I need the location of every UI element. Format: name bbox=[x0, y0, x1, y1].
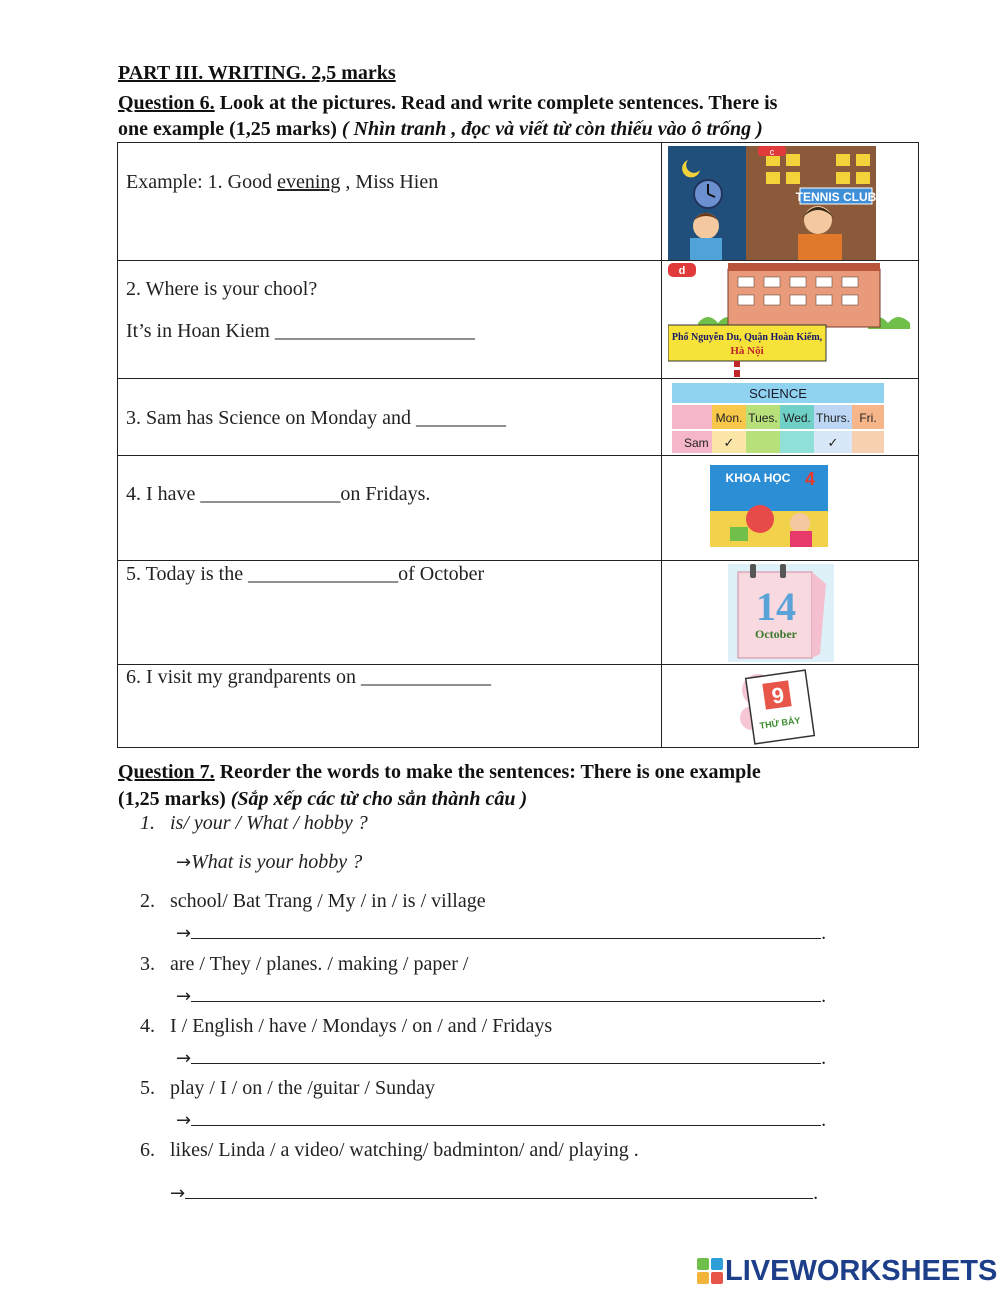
q7-label: Question 7. bbox=[118, 761, 215, 783]
q6-example-suffix: , Miss Hien bbox=[340, 171, 439, 193]
q7-item-6-words bbox=[140, 1139, 639, 1162]
q7-vn-note: (Sắp xếp các từ cho sẳn thành câu ) bbox=[225, 788, 528, 810]
q6-row-5-picture-cell bbox=[662, 561, 919, 665]
q7-item-6-answer-line[interactable] bbox=[170, 1180, 818, 1205]
table-row bbox=[118, 143, 919, 261]
school-address-picture bbox=[668, 263, 914, 377]
answer-blank[interactable] bbox=[185, 1180, 813, 1199]
day-fri: Fri. bbox=[859, 411, 877, 425]
q6-row-1-sentence bbox=[126, 171, 438, 194]
q6-example-answer: evening bbox=[277, 171, 341, 193]
q6-row-1-text-cell bbox=[118, 143, 662, 261]
q7-item-4-answer-line[interactable] bbox=[176, 1045, 826, 1070]
q6-row-5-sentence: 5. Today is the _______________of October bbox=[126, 563, 485, 585]
q7-example-words bbox=[140, 812, 368, 835]
arrow-icon: → bbox=[176, 1110, 192, 1131]
q7-item-3-words bbox=[140, 953, 468, 976]
q7-item-2-answer-line[interactable] bbox=[176, 920, 826, 945]
period-mark: . bbox=[821, 1047, 827, 1069]
table-row bbox=[118, 261, 919, 379]
q7-example-answer-text: What is your hobby ? bbox=[191, 851, 363, 873]
tennis-club-sign: TENNIS CLUB bbox=[795, 190, 877, 204]
q7-item-5-words bbox=[140, 1077, 435, 1100]
logo-mark-icon bbox=[697, 1258, 723, 1284]
arrow-icon: → bbox=[176, 852, 192, 873]
q6-label: Question 6. bbox=[118, 92, 215, 114]
book-number: 4 bbox=[805, 469, 816, 489]
day-mon: Mon. bbox=[715, 411, 743, 425]
arrow-icon: → bbox=[176, 986, 192, 1007]
q7-item-3-number: 3. bbox=[140, 953, 155, 975]
arrow-icon: → bbox=[176, 1048, 192, 1069]
arrow-icon: → bbox=[170, 1183, 186, 1204]
day-tues: Tues. bbox=[748, 411, 779, 425]
science-book-picture bbox=[710, 465, 828, 547]
answer-blank[interactable] bbox=[191, 983, 821, 1002]
q6-row-3-sentence: 3. Sam has Science on Monday and _________ bbox=[126, 407, 506, 429]
q7-item-3-answer-line[interactable] bbox=[176, 983, 826, 1008]
arrow-icon: → bbox=[176, 923, 192, 944]
calendar-month: October bbox=[755, 627, 798, 641]
q7-instruction-2: (1,25 marks) bbox=[118, 788, 226, 810]
q7-example-number: 1. bbox=[140, 812, 155, 834]
day-wed: Wed. bbox=[783, 411, 812, 425]
tick-mon: ✓ bbox=[723, 436, 735, 451]
answer-blank[interactable] bbox=[191, 1107, 821, 1126]
q7-example-answer bbox=[176, 851, 362, 874]
q6-row-3-text-cell bbox=[118, 379, 662, 456]
q7-item-4-word-list: I / English / have / Mondays / on / and / Fridays bbox=[170, 1015, 553, 1037]
q6-row-1-picture-cell bbox=[662, 143, 919, 261]
table-row bbox=[118, 665, 919, 748]
q7-item-2-number: 2. bbox=[140, 890, 155, 912]
calendar-day: 14 bbox=[756, 584, 797, 629]
day-thurs: Thurs. bbox=[816, 411, 851, 425]
calendar-picture bbox=[728, 564, 834, 662]
q7-item-4-number: 4. bbox=[140, 1015, 155, 1037]
q6-instruction: Look at the pictures. Read and write complete sentences. There is bbox=[214, 92, 778, 114]
q6-row-4-text-cell bbox=[118, 456, 662, 561]
picture-letter-d: d bbox=[678, 265, 686, 277]
table-row bbox=[118, 561, 919, 665]
q6-row-3-picture-cell bbox=[662, 379, 919, 456]
q6-row-2-question: 2. Where is your chool? bbox=[126, 278, 318, 300]
q6-row-6-sentence: 6. I visit my grandparents on _____________ bbox=[126, 666, 491, 688]
part-title: PART III. WRITING. 2,5 marks bbox=[118, 62, 396, 84]
brand-name: LIVEWORKSHEETS bbox=[725, 1254, 998, 1287]
q6-row-6-text-cell bbox=[118, 665, 662, 748]
q7-example-word-list: is/ your / What / hobby ? bbox=[170, 812, 368, 834]
book-title: KHOA HỌC bbox=[725, 471, 791, 485]
q7-item-5-word-list: play / I / on / the /guitar / Sunday bbox=[170, 1077, 435, 1099]
q7-item-5-number: 5. bbox=[140, 1077, 155, 1099]
q6-example-prefix: Example: 1. Good bbox=[126, 171, 278, 193]
q6-row-2-picture-cell bbox=[662, 261, 919, 379]
q7-item-4-words bbox=[140, 1015, 552, 1038]
card-day: 9 bbox=[770, 682, 787, 709]
q6-row-6-picture-cell bbox=[662, 665, 919, 748]
q7-heading-line2 bbox=[118, 786, 527, 812]
answer-blank[interactable] bbox=[191, 920, 821, 939]
q7-item-2-word-list: school/ Bat Trang / My / in / is / village bbox=[170, 890, 486, 912]
answer-blank[interactable] bbox=[191, 1045, 821, 1064]
period-mark: . bbox=[821, 985, 827, 1007]
science-timetable-picture bbox=[672, 381, 886, 453]
table-row bbox=[118, 456, 919, 561]
q7-item-2-words bbox=[140, 890, 486, 913]
q7-item-5-answer-line[interactable] bbox=[176, 1107, 826, 1132]
q6-row-5-text-cell bbox=[118, 561, 662, 665]
science-title: SCIENCE bbox=[749, 386, 808, 401]
q6-vn-note: ( Nhìn tranh , đọc và viết từ còn thiếu vào ô trống ) bbox=[336, 118, 763, 140]
q7-item-3-word-list: are / They / planes. / making / paper / bbox=[170, 953, 469, 975]
q6-row-2-text-cell bbox=[118, 261, 662, 379]
row-name-sam: Sam bbox=[684, 436, 709, 450]
q6-row-4-sentence: 4. I have ______________on Fridays. bbox=[126, 483, 431, 505]
tick-thurs: ✓ bbox=[827, 436, 839, 451]
q7-item-6-number: 6. bbox=[140, 1139, 155, 1161]
card-weekday: THỨ BẢY bbox=[759, 715, 802, 731]
period-mark: . bbox=[821, 1109, 827, 1131]
address-line-1: Phố Nguyễn Du, Quận Hoàn Kiếm, bbox=[672, 332, 823, 343]
address-line-2: Hà Nội bbox=[730, 345, 764, 357]
q6-heading bbox=[118, 90, 777, 116]
period-mark: . bbox=[821, 922, 827, 944]
q7-heading bbox=[118, 759, 761, 785]
liveworksheets-logo bbox=[697, 1254, 997, 1288]
period-mark: . bbox=[813, 1182, 819, 1204]
table-row bbox=[118, 379, 919, 456]
saturday-card-picture bbox=[738, 666, 818, 746]
q6-heading-line2 bbox=[118, 116, 763, 142]
evening-tennis-club-picture bbox=[668, 146, 876, 260]
q7-item-6-word-list: likes/ Linda / a video/ watching/ badminton/ and/ playing . bbox=[170, 1139, 639, 1161]
q6-row-2-answer-line: It’s in Hoan Kiem ____________________ bbox=[126, 320, 475, 342]
picture-letter-c: c bbox=[770, 147, 775, 157]
q6-instruction-2: one example (1,25 marks) bbox=[118, 118, 337, 140]
q7-instruction: Reorder the words to make the sentences: There is one example bbox=[214, 761, 761, 783]
q6-row-4-picture-cell bbox=[662, 456, 919, 561]
q6-table bbox=[117, 142, 919, 748]
